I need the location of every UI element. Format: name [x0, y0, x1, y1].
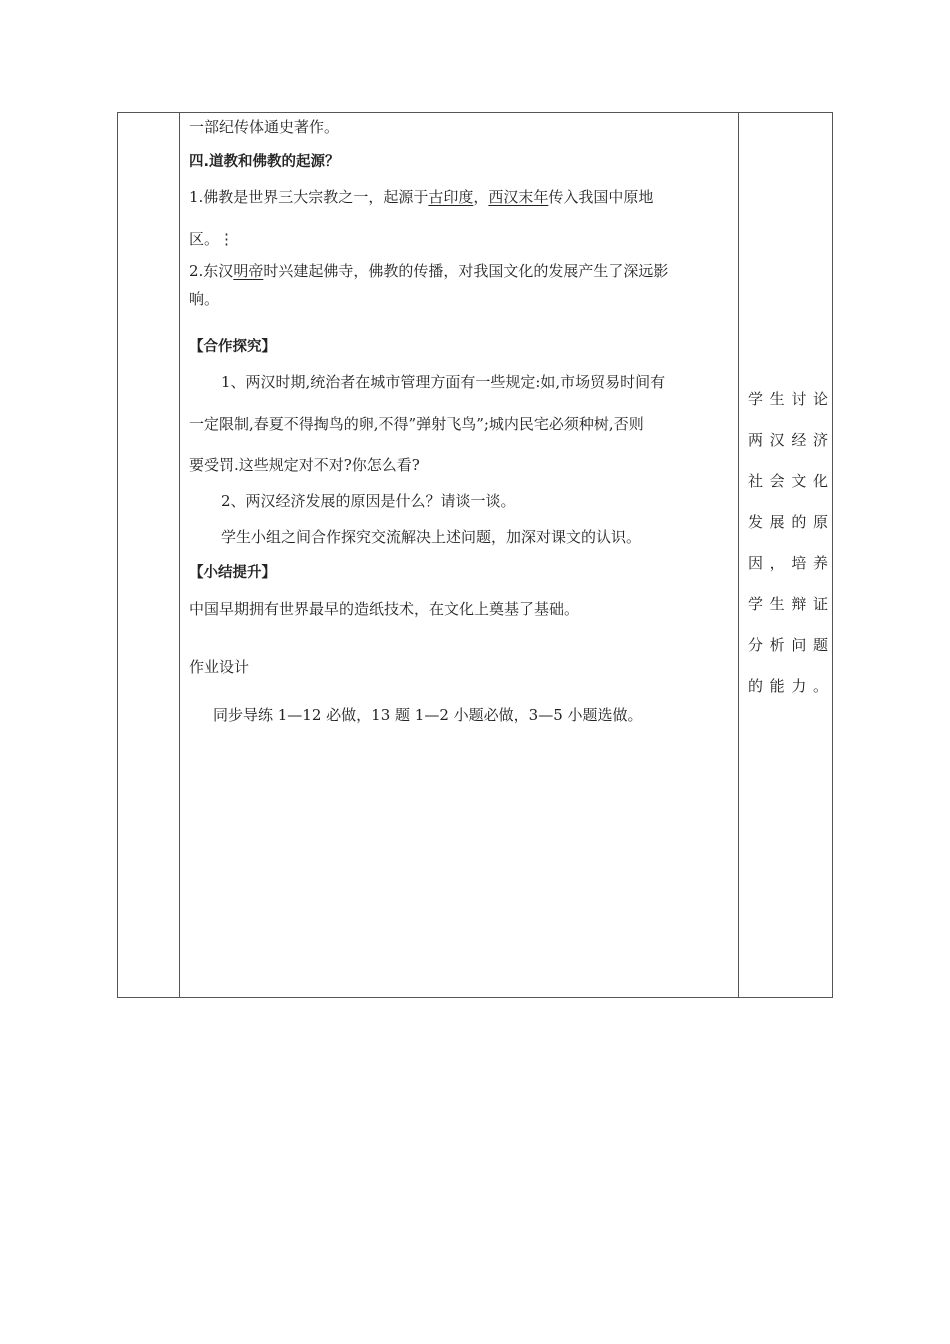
homework-text: 同步导练 1—12 必做，13 题 1—2 小题必做，3—5 小题选做。: [213, 706, 643, 724]
column-divider-right: [738, 113, 739, 997]
group-activity: 学生小组之间合作探究交流解决上述问题，加深对课文的认识。: [221, 528, 642, 546]
summary-heading: 【小结提升】: [189, 565, 276, 581]
question-1: 1、两汉时期,统治者在城市管理方面有一些规定:如,市场贸易时间有: [221, 373, 666, 391]
note-line: 分析问题: [748, 636, 828, 654]
note-line: 因，培养: [748, 554, 828, 572]
note-line: 社会文化: [748, 472, 828, 490]
paragraph-buddhism-origin: 1.佛教是世界三大宗教之一，起源于古印度，西汉末年传入我国中原地: [189, 188, 654, 206]
paragraph-buddhist-temples: 2.东汉明帝时兴建起佛寺，佛教的传播，对我国文化的发展产生了深远影: [189, 262, 669, 280]
question-1-cont: 一定限制,春夏不得掏鸟的卵,不得”弹射飞鸟”;城内民宅必须种树,否则: [189, 415, 644, 433]
summary-text: 中国早期拥有世界最早的造纸技术，在文化上奠基了基础。: [189, 600, 580, 618]
cooperative-inquiry-heading: 【合作探究】: [189, 339, 276, 355]
underlined-term: 西汉末年: [488, 188, 549, 206]
text-line: 响。: [189, 290, 220, 308]
underlined-term: 古印度: [428, 188, 474, 206]
note-line: 的能力。: [748, 677, 828, 695]
question-2: 2、两汉经济发展的原因是什么？请谈一谈。: [221, 492, 516, 510]
note-line: 两汉经济: [748, 431, 828, 449]
column-divider-left: [179, 113, 180, 997]
note-line: 发展的原: [748, 513, 828, 531]
text-line: 一部纪传体通史著作。: [189, 118, 340, 136]
question-1-cont: 要受罚.这些规定对不对?你怎么看?: [189, 456, 420, 474]
underlined-term: 明帝: [233, 262, 264, 280]
section-heading-4: 四.道教和佛教的起源？: [189, 154, 340, 170]
text-line: 区。⋮: [189, 230, 235, 248]
note-line: 学生讨论: [748, 390, 828, 408]
homework-heading: 作业设计: [189, 658, 250, 676]
lesson-table: [117, 112, 833, 998]
note-line: 学生辩证: [748, 595, 828, 613]
